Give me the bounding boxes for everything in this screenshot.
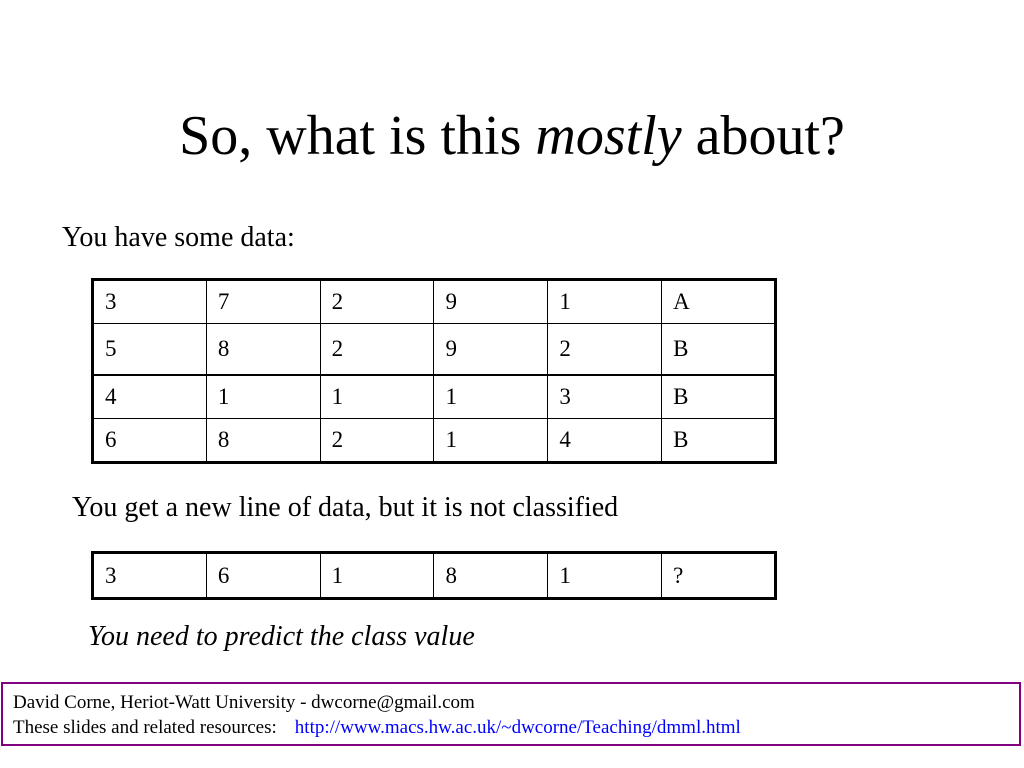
table-cell: 2: [320, 419, 434, 463]
table-row: [93, 280, 776, 324]
table-cell: 2: [320, 324, 434, 375]
table-cell: ?: [662, 553, 776, 599]
table-row: [93, 375, 776, 419]
table-cell: 1: [434, 419, 548, 463]
table-cell: 7: [206, 280, 320, 324]
unclassified-row-table: [91, 551, 777, 600]
table-cell: 1: [548, 553, 662, 599]
table-cell: 4: [548, 419, 662, 463]
table-cell: 1: [320, 375, 434, 419]
table-cell: A: [662, 280, 776, 324]
slide-title: [0, 100, 1024, 172]
title-suffix: about?: [681, 105, 845, 167]
table-cell: B: [662, 375, 776, 419]
table-cell: B: [662, 324, 776, 375]
footer-box: [1, 682, 1021, 746]
table-row: [93, 553, 776, 599]
table-row: [93, 419, 776, 463]
table-cell: 1: [548, 280, 662, 324]
data-table: [91, 278, 777, 464]
table-cell: 2: [548, 324, 662, 375]
table-cell: 4: [93, 375, 207, 419]
table-cell: B: [662, 419, 776, 463]
table-cell: 6: [93, 419, 207, 463]
table-cell: 8: [434, 553, 548, 599]
table-cell: 1: [434, 375, 548, 419]
new-line-text: You get a new line of data, but it is not classified: [72, 492, 619, 523]
predict-text: You need to predict the class value: [88, 621, 475, 652]
table-cell: 1: [320, 553, 434, 599]
footer-resources: [13, 715, 1019, 740]
table-cell: 3: [93, 553, 207, 599]
title-emphasis: mostly: [535, 105, 682, 167]
table-cell: 6: [206, 553, 320, 599]
table-cell: 9: [434, 280, 548, 324]
table-cell: 3: [93, 280, 207, 324]
table-cell: 2: [320, 280, 434, 324]
table-cell: 8: [206, 324, 320, 375]
footer-author: David Corne, Heriot-Watt University - dwcorne@gmail.com: [13, 692, 475, 713]
table-row: [93, 324, 776, 375]
resources-link[interactable]: http://www.macs.hw.ac.uk/~dwcorne/Teaching/dmml.html: [294, 717, 741, 738]
table-cell: 3: [548, 375, 662, 419]
table-cell: 5: [93, 324, 207, 375]
title-prefix: So, what is this: [179, 105, 536, 167]
table-cell: 1: [206, 375, 320, 419]
footer-resources-label: These slides and related resources:: [13, 717, 277, 738]
intro-text: You have some data:: [62, 222, 295, 253]
table-cell: 8: [206, 419, 320, 463]
table-cell: 9: [434, 324, 548, 375]
